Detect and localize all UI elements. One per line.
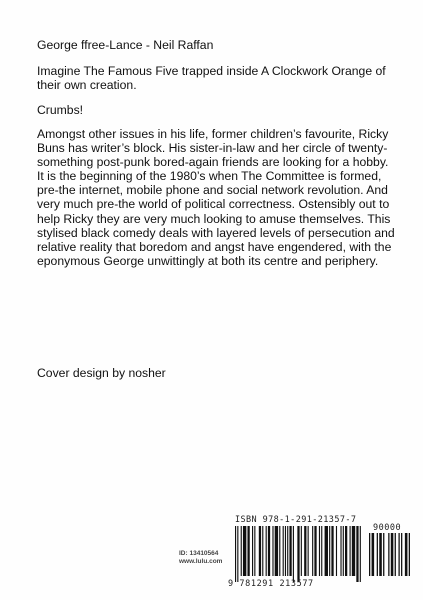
barcode-bar	[379, 533, 382, 576]
lulu-website-label: www.lulu.com	[179, 558, 223, 565]
barcode-bar	[272, 526, 273, 576]
tagline: Imagine The Famous Five trapped inside A Clockwork Orange of their own creation.	[37, 64, 386, 93]
barcode-bar	[409, 533, 410, 576]
isbn-label: ISBN 978-1-291-21357-7	[235, 515, 357, 525]
barcode-bar	[254, 526, 255, 576]
barcode-bar	[314, 526, 316, 576]
barcode-bar	[395, 533, 396, 576]
barcode-bar	[312, 526, 313, 576]
blurb-paragraph: Amongst other issues in his life, former children’s favourite, Ricky Buns has writer’s block. His sister-in-law and her circle of twenty-something post-punk bored-again friends are looking for a hobby. It is the beginning of the 1980’s when The Committee is formed, pre-the internet, mobile phone and social network revolution. And very much pre-the world of political correctness. Ostensibly out to help Ricky they are very much looking to amuse themselves. This stylised black comedy deals with layered levels of persecution and relative reality that boredom and angst have engendered, with the eponymous George unwittingly at both its centre and periphery.	[37, 127, 395, 268]
price-addon-barcode	[369, 533, 410, 582]
barcode-bar	[283, 526, 284, 576]
barcode-bar	[405, 533, 408, 576]
barcode-bar	[391, 533, 394, 576]
barcode-bar	[252, 526, 253, 576]
barcode-bar	[360, 526, 361, 582]
barcode-bar	[329, 526, 330, 576]
barcode-bar	[287, 526, 288, 576]
barcode-bar	[289, 526, 291, 576]
ean-barcode	[235, 526, 362, 582]
barcode-bar	[331, 526, 333, 576]
barcode-bar	[279, 526, 280, 576]
barcode-bar	[268, 526, 270, 576]
barcode-bar	[266, 526, 267, 576]
exclamation: Crumbs!	[37, 103, 84, 117]
barcode-bar	[377, 533, 378, 576]
barcode-bar	[352, 526, 355, 576]
ean-digits: 9 781291 213577	[228, 579, 314, 589]
barcode-bar	[247, 526, 249, 576]
barcode-bar	[301, 526, 302, 576]
barcode-bar	[369, 533, 370, 576]
price-addon-digits: 90000	[373, 523, 402, 533]
barcode-bar	[345, 526, 347, 576]
barcode-bar	[388, 533, 389, 576]
barcode-bar	[259, 526, 261, 576]
barcode-bar	[319, 526, 320, 576]
barcode-bar	[262, 526, 263, 576]
barcode-bar	[356, 526, 358, 582]
barcode-bar	[321, 526, 322, 576]
barcode-bar	[243, 526, 246, 576]
barcode-bar	[304, 526, 306, 576]
barcode-bar	[340, 526, 341, 576]
barcode-bar	[401, 533, 402, 576]
barcode-bar	[285, 526, 286, 576]
barcode-bar	[343, 526, 344, 576]
barcode-bar	[398, 533, 399, 576]
barcode-bar	[241, 526, 242, 576]
barcode-bar	[308, 526, 309, 576]
barcode-bar	[297, 526, 299, 582]
barcode-bar	[383, 533, 384, 576]
barcode-bar	[275, 526, 278, 576]
lulu-id-label: ID: 13410564	[179, 550, 219, 557]
barcode-bar	[235, 526, 236, 582]
cover-credit: Cover design by nosher	[37, 366, 166, 380]
barcode-bar	[237, 526, 238, 582]
title-author-line: George ffree-Lance - Neil Raffan	[37, 38, 214, 52]
barcode-bar	[372, 533, 375, 576]
barcode-bar	[336, 526, 337, 576]
barcode-bar	[293, 526, 294, 582]
barcode-bar	[350, 526, 351, 576]
barcode-bar	[325, 526, 328, 576]
